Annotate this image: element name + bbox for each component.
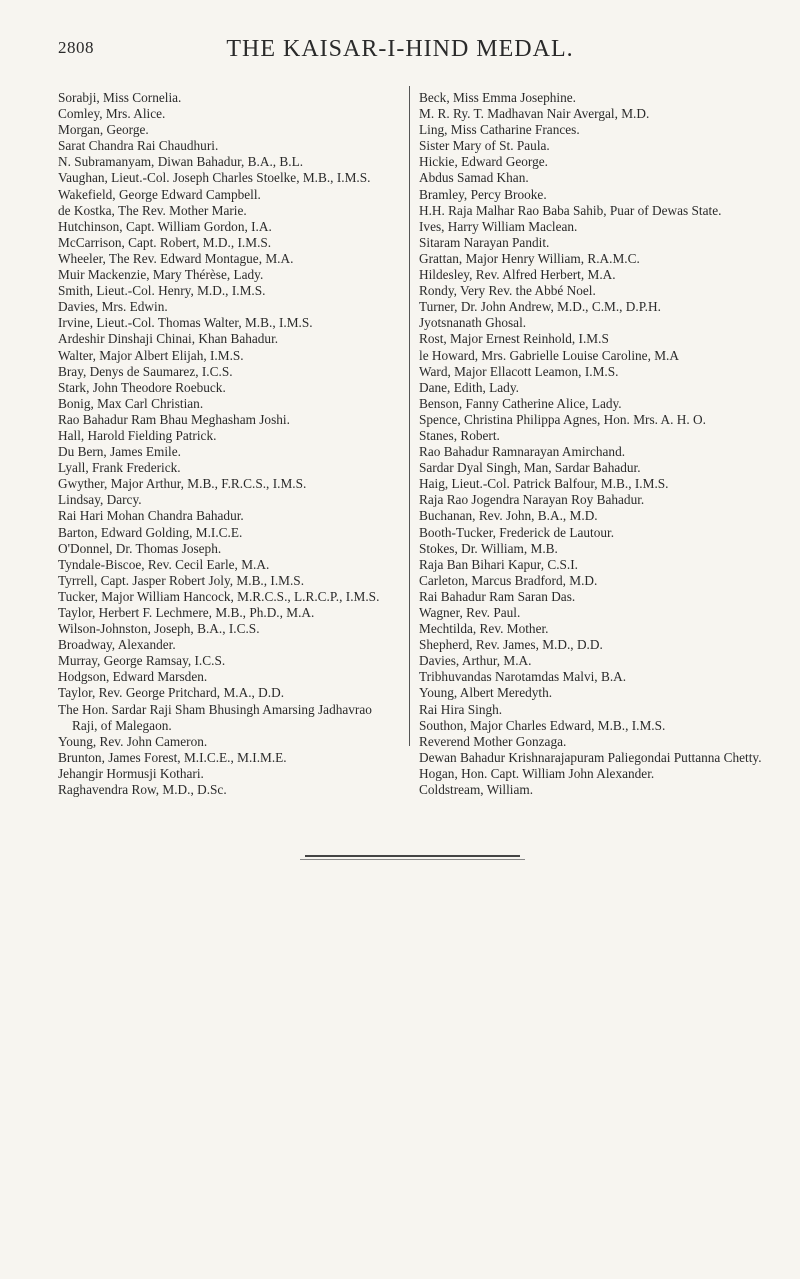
list-item: Shepherd, Rev. James, M.D., D.D. (419, 637, 603, 653)
list-item: Jyotsnanath Ghosal. (419, 315, 527, 331)
list-item: Booth-Tucker, Frederick de Lautour. (419, 524, 615, 540)
column-divider (409, 86, 410, 746)
list-item: Dane, Edith, Lady. (419, 379, 519, 395)
list-item: Walter, Major Albert Elijah, I.M.S. (58, 347, 244, 363)
list-item: Stokes, Dr. William, M.B. (419, 540, 558, 556)
list-item: Sardar Dyal Singh, Man, Sardar Bahadur. (419, 460, 641, 476)
list-item: Morgan, George. (58, 122, 149, 138)
list-item: Ward, Major Ellacott Leamon, I.M.S. (419, 363, 619, 379)
list-item: McCarrison, Capt. Robert, M.D., I.M.S. (58, 234, 272, 250)
list-item: Hutchinson, Capt. William Gordon, I.A. (58, 218, 272, 234)
list-item: Stark, John Theodore Roebuck. (58, 379, 226, 395)
list-item: Wheeler, The Rev. Edward Montague, M.A. (58, 250, 294, 266)
list-item: Raji, of Malegaon. (72, 717, 172, 733)
list-item: Comley, Mrs. Alice. (58, 106, 166, 122)
list-item: H.H. Raja Malhar Rao Baba Sahib, Puar of Dewas State. (419, 202, 722, 218)
list-item: Beck, Miss Emma Josephine. (419, 90, 576, 105)
list-item: Tyndale-Biscoe, Rev. Cecil Earle, M.A. (58, 556, 270, 572)
list-item: Rao Bahadur Ram Bhau Meghasham Joshi. (58, 411, 290, 427)
list-item: Hodgson, Edward Marsden. (58, 669, 208, 685)
list-item: Ives, Harry William Maclean. (419, 218, 578, 234)
list-item: Irvine, Lieut.-Col. Thomas Walter, M.B., I.M.S. (58, 315, 313, 331)
list-item: Stanes, Robert. (419, 427, 500, 443)
list-item: Sister Mary of St. Paula. (419, 138, 550, 154)
list-item: Wagner, Rev. Paul. (419, 605, 521, 620)
list-item: Benson, Fanny Catherine Alice, Lady. (419, 395, 622, 411)
end-rule-thin (300, 859, 525, 860)
list-item: Bray, Denys de Saumarez, I.C.S. (58, 363, 233, 379)
list-item: Abdus Samad Khan. (419, 170, 529, 186)
list-item: Taylor, Herbert F. Lechmere, M.B., Ph.D., M.A. (58, 605, 315, 620)
list-item: Hildesley, Rev. Alfred Herbert, M.A. (419, 267, 616, 283)
list-item: Gwyther, Major Arthur, M.B., F.R.C.S., I.M.S. (58, 476, 307, 492)
list-item: Carleton, Marcus Bradford, M.D. (419, 572, 598, 588)
list-item: O'Donnel, Dr. Thomas Joseph. (58, 540, 222, 556)
list-item: Broadway, Alexander. (58, 637, 176, 653)
list-item: Tyrrell, Capt. Jasper Robert Joly, M.B., I.M.S. (58, 572, 305, 588)
list-item: Rondy, Very Rev. the Abbé Noel. (419, 283, 596, 299)
list-item: The Hon. Sardar Raji Sham Bhusingh Amarsing Jadhavrao (58, 701, 372, 717)
list-item: Jehangir Hormusji Kothari. (58, 765, 204, 781)
list-item: Ardeshir Dinshaji Chinai, Khan Bahadur. (58, 331, 279, 347)
left-column (58, 90, 403, 798)
list-item: Davies, Arthur, M.A. (419, 653, 532, 669)
list-item: Raghavendra Row, M.D., D.Sc. (58, 782, 227, 798)
list-item: Dewan Bahadur Krishnarajapuram Paliegondai Puttanna Chetty. (419, 749, 762, 765)
list-item: N. Subramanyam, Diwan Bahadur, B.A., B.L. (58, 154, 304, 170)
list-item: Barton, Edward Golding, M.I.C.E. (58, 524, 243, 540)
list-item: Sitaram Narayan Pandit. (419, 234, 550, 250)
list-item: Tribhuvandas Narotamdas Malvi, B.A. (419, 669, 627, 685)
list-item: Young, Albert Meredyth. (419, 685, 553, 701)
list-item: Rost, Major Ernest Reinhold, I.M.S (419, 331, 609, 347)
list-item: Ling, Miss Catharine Frances. (419, 122, 580, 138)
list-item: Haig, Lieut.-Col. Patrick Balfour, M.B., I.M.S. (419, 476, 669, 492)
list-item: Rao Bahadur Ramnarayan Amirchand. (419, 444, 626, 460)
list-item: Wilson-Johnston, Joseph, B.A., I.C.S. (58, 621, 260, 637)
list-item: Sarat Chandra Rai Chaudhuri. (58, 138, 219, 154)
list-item: Mechtilda, Rev. Mother. (419, 621, 549, 637)
list-item: de Kostka, The Rev. Mother Marie. (58, 202, 247, 218)
list-item: Bramley, Percy Brooke. (419, 186, 547, 202)
list-item: Hall, Harold Fielding Patrick. (58, 427, 217, 443)
list-item: Hogan, Hon. Capt. William John Alexander. (419, 765, 655, 781)
list-item: Young, Rev. John Cameron. (58, 733, 208, 749)
list-item: Bonig, Max Carl Christian. (58, 395, 204, 411)
list-item: Coldstream, William. (419, 782, 534, 798)
list-item: Smith, Lieut.-Col. Henry, M.D., I.M.S. (58, 283, 266, 299)
list-item: le Howard, Mrs. Gabrielle Louise Caroline, M.A (419, 347, 679, 363)
list-item: Murray, George Ramsay, I.C.S. (58, 653, 226, 669)
page-header: THE KAISAR-I-HIND MEDAL. (226, 36, 574, 62)
list-item: Vaughan, Lieut.-Col. Joseph Charles Stoelke, M.B., I.M.S. (58, 170, 371, 186)
list-item: Reverend Mother Gonzaga. (419, 733, 567, 749)
list-item: Southon, Major Charles Edward, M.B., I.M.S. (419, 717, 666, 733)
list-item: Muir Mackenzie, Mary Thérèse, Lady. (58, 267, 264, 283)
list-item: Rai Hari Mohan Chandra Bahadur. (58, 508, 244, 524)
page-number: 2808 (58, 38, 94, 57)
list-item: Du Bern, James Emile. (58, 444, 181, 460)
list-item: Sorabji, Miss Cornelia. (58, 90, 182, 105)
list-item: Raja Ban Bihari Kapur, C.S.I. (419, 556, 579, 572)
list-item: Lyall, Frank Frederick. (58, 460, 181, 476)
list-item: Taylor, Rev. George Pritchard, M.A., D.D. (58, 685, 285, 701)
list-item: Spence, Christina Philippa Agnes, Hon. Mrs. A. H. O. (419, 411, 706, 427)
list-item: Grattan, Major Henry William, R.A.M.C. (419, 250, 640, 266)
right-column (419, 90, 794, 798)
list-item: M. R. Ry. T. Madhavan Nair Avergal, M.D. (419, 106, 650, 122)
list-item: Brunton, James Forest, M.I.C.E., M.I.M.E. (58, 749, 287, 765)
list-item: Lindsay, Darcy. (58, 492, 142, 508)
list-item: Turner, Dr. John Andrew, M.D., C.M., D.P.H. (419, 299, 661, 315)
list-item: Hickie, Edward George. (419, 154, 548, 170)
list-item: Rai Bahadur Ram Saran Das. (419, 588, 576, 604)
list-item: Rai Hira Singh. (419, 701, 503, 717)
list-item: Raja Rao Jogendra Narayan Roy Bahadur. (419, 492, 645, 508)
end-rule (305, 855, 520, 857)
list-item: Wakefield, George Edward Campbell. (58, 186, 261, 202)
list-item: Buchanan, Rev. John, B.A., M.D. (419, 508, 598, 524)
list-item: Davies, Mrs. Edwin. (58, 299, 168, 315)
list-item: Tucker, Major William Hancock, M.R.C.S., L.R.C.P., I.M.S. (58, 588, 380, 604)
